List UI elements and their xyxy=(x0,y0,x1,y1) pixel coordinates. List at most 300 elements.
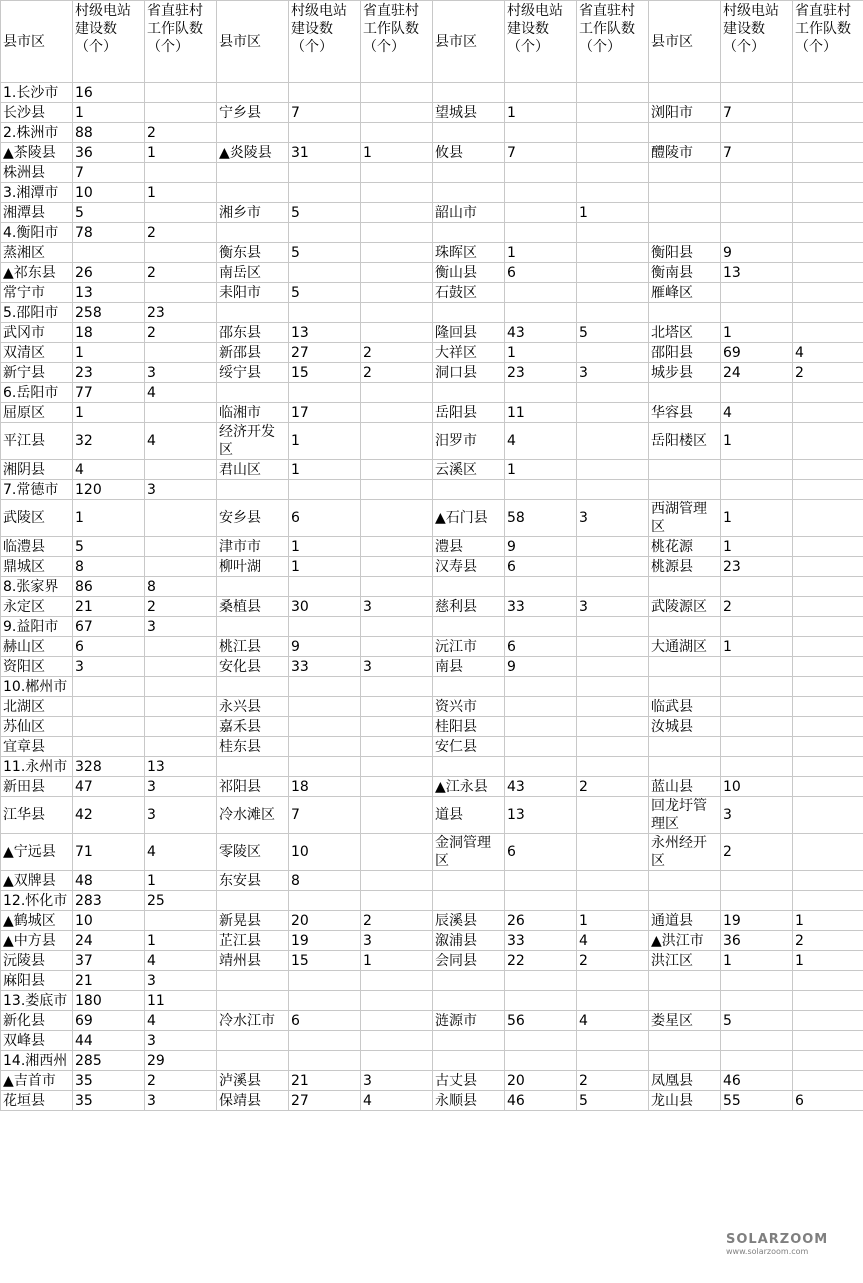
cell-team-count xyxy=(145,697,217,717)
cell-county-name: ▲石门县 xyxy=(433,500,505,537)
cell-county-name: 桃源县 xyxy=(649,557,721,577)
cell-team-count xyxy=(361,223,433,243)
cell-county-name: 韶山市 xyxy=(433,203,505,223)
cell-team-count xyxy=(577,103,649,123)
table-row xyxy=(1,1091,863,1111)
cell-station-count xyxy=(505,303,577,323)
cell-station-count: 13 xyxy=(289,323,361,343)
cell-team-count: 2 xyxy=(145,1071,217,1091)
cell-team-count xyxy=(793,891,863,911)
cell-station-count xyxy=(721,891,793,911)
cell-county-name: 常宁市 xyxy=(1,283,73,303)
table-row xyxy=(1,163,863,183)
cell-team-count xyxy=(793,871,863,891)
cell-county-name: 13.娄底市 xyxy=(1,991,73,1011)
table-row xyxy=(1,697,863,717)
cell-team-count: 3 xyxy=(145,971,217,991)
table-row xyxy=(1,243,863,263)
cell-station-count: 8 xyxy=(289,871,361,891)
cell-county-name: 永定区 xyxy=(1,597,73,617)
header-county: 县市区 xyxy=(433,1,505,83)
cell-station-count: 77 xyxy=(73,383,145,403)
cell-county-name xyxy=(433,757,505,777)
cell-station-count: 19 xyxy=(721,911,793,931)
cell-county-name: 衡山县 xyxy=(433,263,505,283)
cell-station-count xyxy=(721,617,793,637)
cell-station-count: 13 xyxy=(73,283,145,303)
cell-county-name xyxy=(649,1051,721,1071)
cell-team-count: 3 xyxy=(577,363,649,383)
cell-county-name: 石鼓区 xyxy=(433,283,505,303)
cell-station-count: 24 xyxy=(73,931,145,951)
cell-team-count: 3 xyxy=(145,617,217,637)
cell-station-count xyxy=(721,460,793,480)
cell-county-name xyxy=(433,480,505,500)
cell-team-count: 1 xyxy=(145,183,217,203)
cell-team-count xyxy=(361,1011,433,1031)
cell-county-name: ▲祁东县 xyxy=(1,263,73,283)
cell-team-count xyxy=(145,911,217,931)
cell-county-name: 慈利县 xyxy=(433,597,505,617)
cell-team-count xyxy=(145,557,217,577)
cell-team-count xyxy=(793,123,863,143)
cell-county-name xyxy=(433,303,505,323)
table-row xyxy=(1,797,863,834)
cell-team-count: 2 xyxy=(577,777,649,797)
cell-county-name xyxy=(217,677,289,697)
cell-county-name xyxy=(649,891,721,911)
cell-station-count xyxy=(73,697,145,717)
cell-station-count: 1 xyxy=(721,951,793,971)
cell-station-count: 44 xyxy=(73,1031,145,1051)
cell-station-count: 1 xyxy=(505,243,577,263)
cell-team-count xyxy=(577,797,649,834)
cell-station-count xyxy=(505,737,577,757)
cell-team-count: 3 xyxy=(145,363,217,383)
cell-station-count xyxy=(289,677,361,697)
cell-county-name xyxy=(649,577,721,597)
cell-county-name: 回龙圩管理区 xyxy=(649,797,721,834)
cell-station-count: 18 xyxy=(73,323,145,343)
cell-county-name: 衡阳县 xyxy=(649,243,721,263)
cell-team-count xyxy=(577,737,649,757)
cell-team-count xyxy=(361,480,433,500)
header-station-count: 村级电站建设数（个） xyxy=(721,1,793,83)
cell-team-count: 1 xyxy=(577,911,649,931)
cell-team-count xyxy=(577,1051,649,1071)
cell-county-name: 泸溪县 xyxy=(217,1071,289,1091)
cell-county-name: 12.怀化市 xyxy=(1,891,73,911)
cell-county-name xyxy=(433,577,505,597)
table-row xyxy=(1,931,863,951)
cell-team-count: 1 xyxy=(793,951,863,971)
cell-team-count: 4 xyxy=(145,423,217,460)
cell-station-count: 10 xyxy=(721,777,793,797)
header-team-count: 省直驻村工作队数（个） xyxy=(577,1,649,83)
cell-team-count xyxy=(793,163,863,183)
cell-station-count: 24 xyxy=(721,363,793,383)
cell-team-count: 1 xyxy=(361,951,433,971)
cell-county-name: 溆浦县 xyxy=(433,931,505,951)
cell-team-count xyxy=(793,243,863,263)
table-row xyxy=(1,777,863,797)
cell-team-count xyxy=(793,797,863,834)
table-row xyxy=(1,383,863,403)
header-team-count: 省直驻村工作队数（个） xyxy=(145,1,217,83)
cell-team-count xyxy=(577,657,649,677)
table-row xyxy=(1,123,863,143)
cell-county-name xyxy=(217,223,289,243)
cell-county-name: 绥宁县 xyxy=(217,363,289,383)
table-row xyxy=(1,891,863,911)
cell-team-count xyxy=(145,203,217,223)
cell-county-name: 新化县 xyxy=(1,1011,73,1031)
cell-county-name xyxy=(649,203,721,223)
table-row xyxy=(1,1071,863,1091)
cell-station-count: 13 xyxy=(721,263,793,283)
cell-county-name: 赫山区 xyxy=(1,637,73,657)
cell-team-count xyxy=(577,183,649,203)
cell-county-name: 大通湖区 xyxy=(649,637,721,657)
cell-team-count xyxy=(577,971,649,991)
cell-station-count: 4 xyxy=(721,403,793,423)
cell-county-name xyxy=(649,123,721,143)
cell-team-count xyxy=(361,834,433,871)
table-row xyxy=(1,283,863,303)
cell-station-count: 47 xyxy=(73,777,145,797)
cell-county-name: 屈原区 xyxy=(1,403,73,423)
cell-county-name: 汝城县 xyxy=(649,717,721,737)
cell-station-count: 1 xyxy=(289,423,361,460)
cell-team-count xyxy=(361,697,433,717)
cell-station-count xyxy=(289,697,361,717)
cell-county-name xyxy=(649,737,721,757)
cell-station-count: 4 xyxy=(73,460,145,480)
table-row xyxy=(1,323,863,343)
cell-county-name: 麻阳县 xyxy=(1,971,73,991)
cell-team-count xyxy=(793,757,863,777)
cell-station-count: 10 xyxy=(73,911,145,931)
cell-county-name: 大祥区 xyxy=(433,343,505,363)
cell-county-name xyxy=(217,991,289,1011)
cell-station-count xyxy=(721,123,793,143)
cell-team-count xyxy=(361,263,433,283)
cell-county-name: 4.衡阳市 xyxy=(1,223,73,243)
cell-team-count xyxy=(793,500,863,537)
cell-county-name: 津市市 xyxy=(217,537,289,557)
cell-station-count: 71 xyxy=(73,834,145,871)
cell-county-name: 东安县 xyxy=(217,871,289,891)
cell-team-count: 2 xyxy=(145,123,217,143)
cell-station-count xyxy=(721,677,793,697)
table-row xyxy=(1,183,863,203)
cell-station-count xyxy=(721,657,793,677)
cell-team-count xyxy=(793,183,863,203)
cell-county-name: 桃花源 xyxy=(649,537,721,557)
cell-team-count xyxy=(145,403,217,423)
cell-team-count xyxy=(145,243,217,263)
cell-team-count xyxy=(577,460,649,480)
cell-station-count xyxy=(505,697,577,717)
cell-county-name: 西湖管理区 xyxy=(649,500,721,537)
cell-station-count: 23 xyxy=(721,557,793,577)
cell-station-count: 7 xyxy=(721,103,793,123)
cell-station-count xyxy=(505,163,577,183)
cell-team-count xyxy=(577,303,649,323)
cell-station-count xyxy=(289,263,361,283)
cell-station-count: 6 xyxy=(505,263,577,283)
cell-station-count: 328 xyxy=(73,757,145,777)
cell-county-name: 凤凰县 xyxy=(649,1071,721,1091)
table-row xyxy=(1,143,863,163)
cell-station-count: 9 xyxy=(505,537,577,557)
cell-team-count xyxy=(361,737,433,757)
cell-station-count: 21 xyxy=(73,971,145,991)
cell-team-count xyxy=(793,834,863,871)
cell-station-count xyxy=(505,283,577,303)
cell-county-name: ▲双牌县 xyxy=(1,871,73,891)
cell-station-count: 3 xyxy=(721,797,793,834)
cell-station-count xyxy=(505,757,577,777)
cell-station-count xyxy=(289,757,361,777)
cell-team-count: 3 xyxy=(361,1071,433,1091)
header-station-count: 村级电站建设数（个） xyxy=(73,1,145,83)
cell-station-count xyxy=(721,183,793,203)
cell-station-count xyxy=(721,223,793,243)
cell-team-count xyxy=(793,263,863,283)
cell-station-count: 56 xyxy=(505,1011,577,1031)
cell-station-count xyxy=(505,991,577,1011)
cell-station-count xyxy=(289,123,361,143)
table-row xyxy=(1,1011,863,1031)
cell-county-name: 君山区 xyxy=(217,460,289,480)
table-row xyxy=(1,717,863,737)
cell-station-count: 31 xyxy=(289,143,361,163)
cell-county-name: 南县 xyxy=(433,657,505,677)
cell-station-count: 3 xyxy=(73,657,145,677)
cell-team-count xyxy=(361,637,433,657)
cell-station-count: 23 xyxy=(505,363,577,383)
cell-county-name xyxy=(433,1031,505,1051)
cell-team-count: 2 xyxy=(145,323,217,343)
cell-team-count xyxy=(577,637,649,657)
cell-county-name: 芷江县 xyxy=(217,931,289,951)
cell-station-count: 35 xyxy=(73,1071,145,1091)
cell-county-name xyxy=(649,383,721,403)
cell-county-name: 湘乡市 xyxy=(217,203,289,223)
cell-station-count xyxy=(505,1031,577,1051)
cell-station-count: 5 xyxy=(289,243,361,263)
cell-county-name: 双峰县 xyxy=(1,1031,73,1051)
cell-county-name: 靖州县 xyxy=(217,951,289,971)
cell-county-name: 北湖区 xyxy=(1,697,73,717)
cell-team-count: 2 xyxy=(577,1071,649,1091)
cell-team-count xyxy=(793,223,863,243)
cell-county-name: 3.湘潭市 xyxy=(1,183,73,203)
cell-station-count xyxy=(73,677,145,697)
cell-station-count: 2 xyxy=(721,597,793,617)
cell-station-count xyxy=(289,303,361,323)
cell-county-name: ▲江永县 xyxy=(433,777,505,797)
cell-team-count xyxy=(145,163,217,183)
cell-county-name xyxy=(217,1051,289,1071)
cell-county-name: 会同县 xyxy=(433,951,505,971)
cell-county-name: 古丈县 xyxy=(433,1071,505,1091)
cell-station-count xyxy=(289,183,361,203)
cell-team-count: 1 xyxy=(577,203,649,223)
cell-team-count xyxy=(577,577,649,597)
cell-team-count xyxy=(793,480,863,500)
cell-county-name: 攸县 xyxy=(433,143,505,163)
cell-station-count: 283 xyxy=(73,891,145,911)
cell-station-count xyxy=(505,871,577,891)
cell-station-count: 20 xyxy=(289,911,361,931)
table-row xyxy=(1,1051,863,1071)
cell-team-count: 8 xyxy=(145,577,217,597)
cell-station-count: 36 xyxy=(73,143,145,163)
cell-team-count xyxy=(145,103,217,123)
cell-team-count xyxy=(793,697,863,717)
cell-county-name: ▲宁远县 xyxy=(1,834,73,871)
table-row xyxy=(1,343,863,363)
cell-county-name: 南岳区 xyxy=(217,263,289,283)
watermark-url: www.solarzoom.com xyxy=(726,1247,809,1256)
cell-station-count xyxy=(289,577,361,597)
table-row xyxy=(1,951,863,971)
cell-station-count: 42 xyxy=(73,797,145,834)
cell-station-count xyxy=(721,577,793,597)
cell-county-name xyxy=(433,83,505,103)
cell-county-name: 2.株洲市 xyxy=(1,123,73,143)
cell-team-count xyxy=(793,971,863,991)
cell-team-count xyxy=(793,677,863,697)
cell-county-name xyxy=(649,971,721,991)
cell-team-count: 5 xyxy=(577,323,649,343)
cell-county-name: 保靖县 xyxy=(217,1091,289,1111)
cell-county-name: ▲茶陵县 xyxy=(1,143,73,163)
cell-station-count: 2 xyxy=(721,834,793,871)
cell-county-name: 桂东县 xyxy=(217,737,289,757)
cell-station-count: 27 xyxy=(289,1091,361,1111)
cell-team-count xyxy=(361,203,433,223)
cell-county-name: 道县 xyxy=(433,797,505,834)
cell-team-count xyxy=(361,757,433,777)
cell-station-count: 5 xyxy=(721,1011,793,1031)
cell-team-count xyxy=(577,871,649,891)
cell-team-count: 2 xyxy=(145,597,217,617)
cell-station-count xyxy=(721,163,793,183)
cell-station-count: 6 xyxy=(505,637,577,657)
cell-team-count xyxy=(793,460,863,480)
cell-team-count xyxy=(145,657,217,677)
cell-team-count xyxy=(145,717,217,737)
cell-county-name: 华容县 xyxy=(649,403,721,423)
cell-team-count xyxy=(793,717,863,737)
cell-team-count xyxy=(361,500,433,537)
cell-county-name: 娄星区 xyxy=(649,1011,721,1031)
cell-station-count: 46 xyxy=(505,1091,577,1111)
cell-county-name xyxy=(433,223,505,243)
cell-station-count: 69 xyxy=(721,343,793,363)
cell-county-name xyxy=(433,383,505,403)
cell-station-count: 33 xyxy=(289,657,361,677)
cell-station-count xyxy=(721,717,793,737)
cell-team-count: 4 xyxy=(361,1091,433,1111)
cell-team-count xyxy=(361,243,433,263)
cell-team-count: 1 xyxy=(145,143,217,163)
cell-station-count xyxy=(505,383,577,403)
cell-county-name xyxy=(649,757,721,777)
cell-station-count xyxy=(721,737,793,757)
cell-station-count: 33 xyxy=(505,597,577,617)
cell-team-count: 3 xyxy=(145,1031,217,1051)
cell-team-count: 3 xyxy=(577,597,649,617)
cell-station-count xyxy=(505,971,577,991)
cell-county-name xyxy=(433,1051,505,1071)
cell-team-count xyxy=(361,303,433,323)
cell-team-count xyxy=(577,480,649,500)
cell-station-count: 7 xyxy=(289,103,361,123)
cell-team-count xyxy=(361,891,433,911)
cell-station-count xyxy=(721,971,793,991)
cell-station-count: 26 xyxy=(73,263,145,283)
cell-county-name xyxy=(217,183,289,203)
cell-team-count: 2 xyxy=(793,363,863,383)
cell-county-name: 长沙县 xyxy=(1,103,73,123)
cell-station-count xyxy=(289,737,361,757)
cell-team-count xyxy=(361,777,433,797)
cell-station-count: 55 xyxy=(721,1091,793,1111)
cell-team-count: 4 xyxy=(793,343,863,363)
cell-county-name: 双清区 xyxy=(1,343,73,363)
cell-station-count xyxy=(721,383,793,403)
cell-team-count xyxy=(577,263,649,283)
cell-team-count xyxy=(793,657,863,677)
cell-station-count xyxy=(289,163,361,183)
cell-county-name: 安化县 xyxy=(217,657,289,677)
cell-station-count: 19 xyxy=(289,931,361,951)
cell-station-count: 6 xyxy=(505,557,577,577)
table-row xyxy=(1,577,863,597)
cell-county-name xyxy=(217,577,289,597)
cell-team-count xyxy=(361,383,433,403)
cell-station-count: 10 xyxy=(289,834,361,871)
cell-station-count: 18 xyxy=(289,777,361,797)
cell-county-name: 花垣县 xyxy=(1,1091,73,1111)
cell-station-count xyxy=(289,480,361,500)
cell-county-name xyxy=(217,971,289,991)
cell-county-name: 珠晖区 xyxy=(433,243,505,263)
table-row xyxy=(1,557,863,577)
cell-county-name: 冷水江市 xyxy=(217,1011,289,1031)
cell-county-name: 新田县 xyxy=(1,777,73,797)
cell-team-count: 2 xyxy=(361,343,433,363)
cell-station-count: 1 xyxy=(721,537,793,557)
cell-team-count: 2 xyxy=(577,951,649,971)
cell-team-count xyxy=(361,323,433,343)
cell-station-count: 1 xyxy=(73,500,145,537)
cell-team-count xyxy=(577,383,649,403)
cell-county-name: 永顺县 xyxy=(433,1091,505,1111)
cell-county-name: ▲鹤城区 xyxy=(1,911,73,931)
cell-station-count: 86 xyxy=(73,577,145,597)
header-team-count: 省直驻村工作队数（个） xyxy=(361,1,433,83)
cell-team-count: 4 xyxy=(145,834,217,871)
cell-team-count xyxy=(577,243,649,263)
cell-station-count: 1 xyxy=(289,537,361,557)
cell-county-name xyxy=(433,183,505,203)
cell-team-count: 23 xyxy=(145,303,217,323)
